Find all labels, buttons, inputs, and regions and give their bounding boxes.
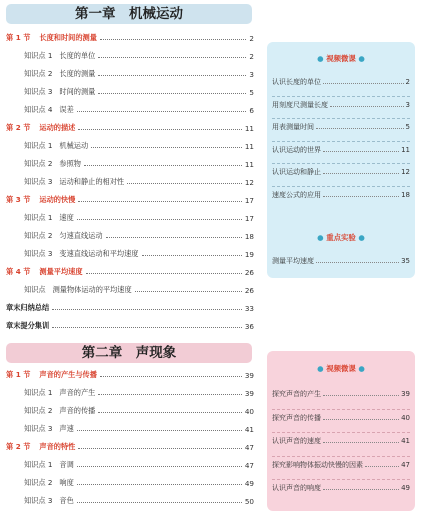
dot-leader bbox=[100, 376, 242, 377]
toc-entry-label bbox=[24, 406, 98, 416]
toc-entry-number: 第 2 节 bbox=[6, 442, 31, 451]
micro-lesson-panel-2 bbox=[267, 351, 415, 511]
micro-lesson-page: 3 bbox=[405, 100, 410, 109]
toc-entry-number: 知识点 3 bbox=[24, 87, 53, 96]
toc-knowledge-row[interactable] bbox=[6, 174, 254, 190]
toc-entry-title: 长度的测量 bbox=[59, 69, 96, 78]
micro-lesson-page: 11 bbox=[401, 145, 410, 154]
toc-entry-title: 参照物 bbox=[59, 159, 81, 168]
divider bbox=[272, 456, 410, 457]
toc-entry-number: 第 4 节 bbox=[6, 267, 31, 276]
micro-lesson-item[interactable] bbox=[272, 75, 410, 89]
toc-entry-title: 变速直线运动和平均速度 bbox=[59, 249, 139, 258]
toc-entry-title: 机械运动 bbox=[59, 141, 89, 150]
divider bbox=[272, 118, 410, 119]
toc-chapter-end-row[interactable] bbox=[6, 318, 254, 334]
micro-lesson-page: 35 bbox=[401, 257, 410, 265]
micro-lesson-page: 49 bbox=[401, 484, 410, 492]
toc-entry-title: 声音的特性 bbox=[39, 442, 76, 451]
micro-lesson-title: 探究声音的产生 bbox=[272, 390, 321, 398]
toc-entry-number: 知识点 1 bbox=[24, 141, 53, 150]
chapter-1-title: 第一章 机械运动 bbox=[6, 4, 252, 24]
dot-leader bbox=[323, 173, 399, 174]
toc-knowledge-row[interactable] bbox=[6, 475, 254, 491]
micro-lesson-title: 测量平均速度 bbox=[272, 257, 314, 265]
micro-lesson-item[interactable] bbox=[272, 120, 410, 134]
toc-knowledge-row[interactable] bbox=[6, 48, 254, 64]
toc-entry-title: 长度的单位 bbox=[59, 51, 96, 60]
toc-entry-title: 误差 bbox=[59, 105, 74, 114]
bullet-icon: ● bbox=[317, 54, 324, 63]
toc-entry-number: 知识点 bbox=[24, 285, 46, 294]
bullet-icon: ● bbox=[317, 233, 324, 242]
toc-page-number: 17 bbox=[244, 213, 254, 223]
divider bbox=[272, 163, 410, 164]
toc-entry-title: 运动的描述 bbox=[39, 123, 76, 132]
toc-page-number: 41 bbox=[244, 424, 254, 434]
toc-page-number: 39 bbox=[244, 370, 254, 380]
dot-leader bbox=[330, 106, 404, 107]
micro-lesson-title: 认识运动和静止 bbox=[272, 168, 321, 176]
video-heading-1: ● 视频微课 ● bbox=[317, 54, 365, 63]
micro-lesson-title: 探究声音的传播 bbox=[272, 413, 321, 422]
toc-page-number: 11 bbox=[244, 141, 254, 151]
dot-leader bbox=[77, 502, 242, 503]
dot-leader bbox=[323, 442, 399, 443]
toc-knowledge-row[interactable] bbox=[6, 421, 254, 437]
toc-entry-label bbox=[24, 141, 91, 151]
toc-knowledge-row[interactable] bbox=[6, 385, 254, 401]
toc-entry-number: 第 1 节 bbox=[6, 33, 31, 42]
micro-lesson-title: 认识长度的单位 bbox=[272, 78, 321, 86]
toc-page-number: 33 bbox=[244, 303, 254, 313]
toc-entry-label bbox=[6, 123, 78, 133]
toc-knowledge-row[interactable] bbox=[6, 246, 254, 262]
toc-entry-label bbox=[24, 105, 77, 115]
toc-entry-label bbox=[6, 321, 52, 331]
toc-entry-label bbox=[24, 285, 135, 295]
toc-knowledge-row[interactable] bbox=[6, 282, 254, 298]
toc-entry-title: 测量物体运动的平均速度 bbox=[52, 285, 132, 294]
toc-page-number: 17 bbox=[244, 195, 254, 205]
toc-entry-number: 第 3 节 bbox=[6, 195, 31, 204]
toc-page-number: 19 bbox=[244, 249, 254, 259]
micro-lesson-page: 41 bbox=[401, 437, 410, 445]
micro-lesson-item[interactable] bbox=[272, 411, 410, 425]
toc-page-number: 47 bbox=[244, 442, 254, 452]
micro-lesson-page: 5 bbox=[405, 123, 410, 131]
dot-leader bbox=[91, 147, 242, 148]
toc-page-number: 49 bbox=[244, 478, 254, 488]
toc-knowledge-row[interactable] bbox=[6, 156, 254, 172]
toc-entry-title: 匀速直线运动 bbox=[59, 231, 103, 240]
toc-page-number: 5 bbox=[249, 87, 254, 97]
dot-leader bbox=[52, 327, 242, 328]
micro-lesson-page: 2 bbox=[405, 78, 410, 86]
dot-leader bbox=[78, 201, 242, 202]
toc-entry-number: 知识点 2 bbox=[24, 478, 53, 487]
toc-entry-title: 声速 bbox=[59, 424, 74, 433]
dot-leader bbox=[106, 237, 242, 238]
micro-lesson-item[interactable] bbox=[272, 143, 410, 157]
micro-lesson-title: 认识声音的响度 bbox=[272, 484, 321, 492]
divider bbox=[272, 409, 410, 410]
toc-entry-label bbox=[6, 33, 100, 43]
toc-page-number: 12 bbox=[244, 177, 254, 187]
toc-entry-label bbox=[6, 267, 86, 277]
micro-lesson-title: 探究影响物体振动快慢的因素 bbox=[272, 460, 363, 469]
toc-entry-title: 响度 bbox=[59, 478, 74, 487]
toc-entry-title: 测量平均速度 bbox=[39, 267, 83, 276]
toc-entry-number: 知识点 3 bbox=[24, 177, 53, 186]
dot-leader bbox=[77, 111, 247, 112]
toc-section-row[interactable] bbox=[6, 30, 254, 46]
dot-leader bbox=[316, 128, 404, 129]
dot-leader bbox=[323, 395, 399, 396]
toc-page-number: 6 bbox=[249, 105, 254, 115]
dot-leader bbox=[323, 151, 399, 152]
toc-entry-number: 知识点 3 bbox=[24, 424, 53, 433]
toc-page-number: 11 bbox=[244, 159, 254, 169]
toc-knowledge-row[interactable] bbox=[6, 138, 254, 154]
bullet-icon: ● bbox=[358, 233, 365, 242]
toc-entry-title: 音色 bbox=[59, 496, 74, 505]
micro-lesson-title: 认识运动的世界 bbox=[272, 145, 321, 154]
bullet-icon: ● bbox=[358, 364, 365, 373]
dot-leader bbox=[98, 57, 246, 58]
toc-entry-label bbox=[24, 249, 142, 259]
toc-entry-number: 知识点 2 bbox=[24, 406, 53, 415]
toc-entry-number: 知识点 2 bbox=[24, 231, 53, 240]
toc-entry-label bbox=[6, 195, 78, 205]
micro-lesson-page: 40 bbox=[401, 413, 410, 422]
toc-entry-number: 知识点 1 bbox=[24, 388, 53, 397]
micro-lesson-title: 速度公式的应用 bbox=[272, 190, 321, 199]
toc-entry-title: 时间的测量 bbox=[59, 87, 96, 96]
dot-leader bbox=[100, 39, 247, 40]
toc-entry-label bbox=[6, 370, 100, 380]
micro-lesson-title: 用刻度尺测量长度 bbox=[272, 100, 328, 109]
toc-entry-title: 音调 bbox=[59, 460, 74, 469]
micro-lesson-title: 用表测量时间 bbox=[272, 123, 314, 131]
micro-lesson-title: 认识声音的速度 bbox=[272, 437, 321, 445]
divider bbox=[272, 96, 410, 97]
dot-leader bbox=[98, 394, 241, 395]
toc-page-number: 50 bbox=[244, 496, 254, 506]
toc-entry-title: 运动和静止的相对性 bbox=[59, 177, 125, 186]
toc-entry-label bbox=[24, 478, 77, 488]
toc-entry-title: 章末提分集训 bbox=[6, 321, 50, 330]
toc-entry-title: 速度 bbox=[59, 213, 74, 222]
toc-page-number: 39 bbox=[244, 388, 254, 398]
divider bbox=[272, 186, 410, 187]
divider bbox=[272, 432, 410, 433]
lab-heading: ● 重点实验 ● bbox=[317, 233, 365, 242]
dot-leader bbox=[323, 196, 399, 197]
bullet-icon: ● bbox=[317, 364, 324, 373]
dot-leader bbox=[98, 412, 241, 413]
toc-entry-number: 知识点 3 bbox=[24, 249, 53, 258]
dot-leader bbox=[323, 83, 404, 84]
toc-entry-title: 声音的产生与传播 bbox=[39, 370, 97, 379]
toc-entry-number: 知识点 2 bbox=[24, 159, 53, 168]
toc-page-number: 40 bbox=[244, 406, 254, 416]
micro-lesson-item[interactable] bbox=[272, 188, 410, 202]
toc-page-number: 2 bbox=[249, 33, 254, 43]
micro-lesson-page: 12 bbox=[401, 168, 410, 176]
toc-page-number: 2 bbox=[249, 51, 254, 61]
toc-knowledge-row[interactable] bbox=[6, 102, 254, 118]
toc-entry-label bbox=[24, 51, 98, 61]
toc-knowledge-row[interactable] bbox=[6, 210, 254, 226]
toc-section-row[interactable] bbox=[6, 439, 254, 455]
toc-knowledge-row[interactable] bbox=[6, 493, 254, 509]
bullet-icon: ● bbox=[358, 54, 365, 63]
toc-section-row[interactable] bbox=[6, 367, 254, 383]
dot-leader bbox=[316, 262, 399, 263]
micro-lesson-item[interactable] bbox=[272, 481, 410, 495]
dot-leader bbox=[77, 466, 242, 467]
dot-leader bbox=[135, 291, 242, 292]
dot-leader bbox=[98, 93, 246, 94]
toc-entry-label bbox=[24, 159, 84, 169]
dot-leader bbox=[77, 430, 242, 431]
toc-entry-number: 第 1 节 bbox=[6, 370, 31, 379]
toc-page-number: 3 bbox=[249, 69, 254, 79]
dot-leader bbox=[365, 466, 399, 467]
toc-knowledge-row[interactable] bbox=[6, 457, 254, 473]
toc-page-number: 26 bbox=[244, 267, 254, 277]
toc-knowledge-row[interactable] bbox=[6, 228, 254, 244]
dot-leader bbox=[323, 419, 399, 420]
toc-page-number: 47 bbox=[244, 460, 254, 470]
micro-lesson-item[interactable] bbox=[272, 98, 410, 112]
micro-lesson-page: 39 bbox=[401, 390, 410, 398]
dot-leader bbox=[77, 484, 242, 485]
toc-entry-title: 声音的传播 bbox=[59, 406, 96, 415]
toc-knowledge-row[interactable] bbox=[6, 84, 254, 100]
micro-lesson-item[interactable] bbox=[272, 254, 410, 268]
toc-chapter-end-row[interactable] bbox=[6, 300, 254, 316]
micro-lesson-item[interactable] bbox=[272, 458, 410, 472]
toc-entry-label bbox=[6, 303, 52, 313]
video-heading-2: ● 视频微课 ● bbox=[317, 364, 365, 373]
dot-leader bbox=[127, 183, 242, 184]
dot-leader bbox=[78, 448, 242, 449]
toc-entry-label bbox=[24, 87, 98, 97]
toc-entry-number: 第 2 节 bbox=[6, 123, 31, 132]
toc-page-number: 36 bbox=[244, 321, 254, 331]
micro-lesson-page: 18 bbox=[401, 190, 410, 199]
toc-entry-label bbox=[24, 177, 127, 187]
toc-page-number: 26 bbox=[244, 285, 254, 295]
dot-leader bbox=[86, 273, 242, 274]
toc-entry-label bbox=[24, 424, 77, 434]
micro-lesson-item[interactable] bbox=[272, 165, 410, 179]
toc-entry-label bbox=[6, 442, 78, 452]
chapter-2-title: 第二章 声现象 bbox=[6, 343, 252, 363]
toc-knowledge-row[interactable] bbox=[6, 66, 254, 82]
micro-lesson-panel-1 bbox=[267, 42, 415, 278]
dot-leader bbox=[98, 75, 246, 76]
dot-leader bbox=[52, 309, 242, 310]
toc-entry-label bbox=[24, 388, 98, 398]
toc-section-row[interactable] bbox=[6, 192, 254, 208]
dot-leader bbox=[78, 129, 242, 130]
toc-entry-title: 声音的产生 bbox=[59, 388, 96, 397]
micro-lesson-page: 47 bbox=[401, 460, 410, 469]
dot-leader bbox=[84, 165, 242, 166]
toc-knowledge-row[interactable] bbox=[6, 403, 254, 419]
divider bbox=[272, 141, 410, 142]
toc-entry-label bbox=[24, 460, 77, 470]
dot-leader bbox=[77, 219, 242, 220]
toc-entry-title: 长度和时间的测量 bbox=[39, 33, 97, 42]
dot-leader bbox=[323, 489, 399, 490]
toc-entry-title: 章末归纳总结 bbox=[6, 303, 50, 312]
toc-entry-number: 知识点 3 bbox=[24, 496, 53, 505]
toc-entry-label bbox=[24, 231, 106, 241]
toc-entry-number: 知识点 4 bbox=[24, 105, 53, 114]
toc-entry-label bbox=[24, 213, 77, 223]
toc-entry-label bbox=[24, 496, 77, 506]
toc-entry-number: 知识点 1 bbox=[24, 51, 53, 60]
divider bbox=[272, 479, 410, 480]
dot-leader bbox=[142, 255, 242, 256]
micro-lesson-item[interactable] bbox=[272, 434, 410, 448]
toc-entry-number: 知识点 1 bbox=[24, 213, 53, 222]
toc-entry-number: 知识点 2 bbox=[24, 69, 53, 78]
toc-section-row[interactable] bbox=[6, 264, 254, 280]
micro-lesson-item[interactable] bbox=[272, 387, 410, 401]
toc-entry-number: 知识点 1 bbox=[24, 460, 53, 469]
toc-page-number: 18 bbox=[244, 231, 254, 241]
toc-page-number: 11 bbox=[244, 123, 254, 133]
toc-entry-title: 运动的快慢 bbox=[39, 195, 76, 204]
toc-section-row[interactable] bbox=[6, 120, 254, 136]
toc-entry-label bbox=[24, 69, 98, 79]
